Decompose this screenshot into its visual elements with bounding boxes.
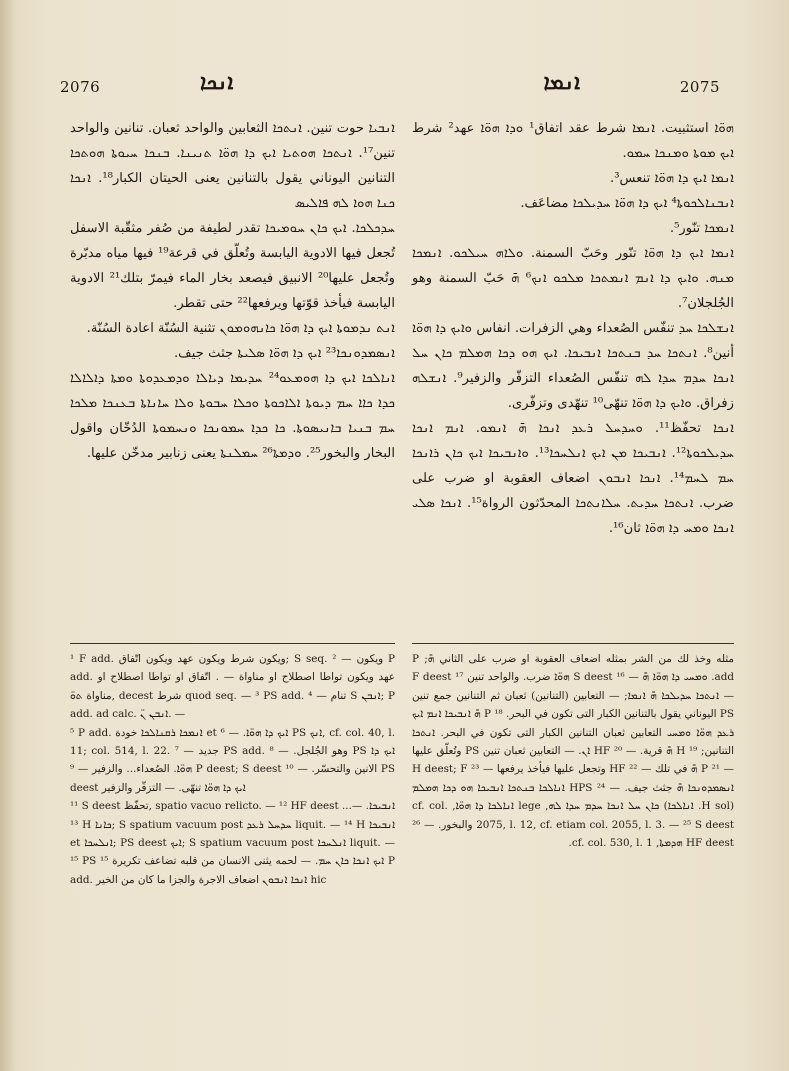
dictionary-entry: ܐܢܟܐ تحفّظ¹¹. ܘܚܕܚܠ ܪܥܕ ܐܢܟܐ ܗ̄ ܐܢܡܘ. ܐܢܡ ܐܢܟܐ ܚܕܝܠܟܘܬܐ¹². ܐܢܒܝܟܐ ܡܢ ܐܝܟ ܐܢܠܚܟܐ¹³. ܘܐܢܒܝܟܐ ܐܝܟ ܟܐܢ ܪܐܢܟܐ ܚܡ ܠܚܡ¹⁴. ܐܢܟܐ ܐܢܒܘܢ اضعاف العقوبة او ضرب على ضرب. ܐܢܬܟܐ ܚܕܝܬ. ܚܠܐܢܬܟܐ المحدّثون الرواة¹⁵. ܐܢܟܐ ܣܠܝ ܐܢܟܐ ܘܡܚ ܕܐ ܗܘ̈ܐ ثان¹⁶.: [412, 421, 735, 536]
dictionary-entry: ܐܢܡܐ ܐܝܟ ܕܐ ܗܘ̈ܐ تنعس³.: [609, 171, 734, 186]
footnote: ¹¹ S deest تحفّظ, spatio vacuo relicto. — ¹² HF deest ...ܐܢܒܝܟܐ. — ¹³ H ܟܐܢܐ; S spatium vacuum post ܚܕܚܠ ܪܥܕ liquit. — ¹⁴ H ܐܢܒܝܟܐ et ܐܢܠܚܟܐ; PS deest ܐܝܟ; S spatium vacuum post ܐܢܠܚܟܐ liquit. — ¹⁵ PS ܐܝܟ ܐܢܟܐ ܟܐܢ ܚܡ. — لحمه يثنى الانسان من قلبه تضاعف تكريرة ¹⁵ P add. ܐܢܟܐ ܐܢܒܘܢ اضعاف الاجرة والجزا ما كان من الخير hic: [70, 800, 396, 886]
left-footnotes: [70, 650, 395, 889]
dictionary-entry: ܐܢܒܝܐ حوت تنين. ܐܢܬܟܐ الثعابين والواحد ثعبان. تنانين والواحد تنين¹⁷. ܐܢܬܟܐ ܗܘܬܝܐ ܐܝܟ ܕܐ ܗܘ̈ܐ ܬܢܝܢܐ. ܒܢܟܐ ܚܝܘܬܐ ܗܘܬܟܐ التنانين اليوناني يقول بالتنانين يعنى الحيتان الكبار¹⁸. ܐܢܟܐ ܟܢܐ ܗܘܐ ܠܗ ܦܐܠܝܣ: [70, 121, 395, 211]
dictionary-entry: ܐܢܡܐ ܐܝܟ ܕܐ ܗܘ̈ܐ تنّور وحَبّ السمنة. ܘܠܐܗ ܚܝܠܟܘ. ܐܢܡܟܐ ܡܢܗ. ܘܐܝܟ ܕܐ ܐܢܡ ܐܢܡܬܟܐ ܡܠܟܘ ܐܢܟ⁶ ܗ̄ حَبّ السمنة وهو الجُلجلان⁷.: [412, 246, 735, 311]
footnote: مثله وخذ لك من الشر بمثله اضعاف العقوبة او ضرب على الثاني ܗ̄; P add. ܘܡܚܝ ܕܐ ܗܘ̈ܐ ܗ̄ — ¹⁶ S deest ܗܘ̈ܐ ضرب. والواحد تنين F deest ¹⁷ — ܐܢܬܟܐ ܚܕܝܠܟܐ ܗ̄ ܐܢܡܐ; — التعابين (التنانين) ثعبان ثم التنانين جمع تنين PS اليوناني يقول بالتنانين الكبار التى تكون في البحر. ¹⁸ P ܗ̄ ܐܢܒܝܟܐ ܐܢܡ ܐܝܟ ܪܥܕ ܗܘ̈ܐ ܘܡܚܝ التعابين ثعبان التنانين الكبار التى تكون في البحر. ܐܢܬܟܐ التنانين; ¹⁹ H ܗ̄ قرية. — ²⁰ HF ܐܢ. — التعابين ثعبان تنين PS وتُعلّق عليها — ²¹ P ܗ̄ في تلك — ²² HF وتجعل عليها فيأخذ يرفعها — ²³ H deest; F ܐܢܣܡܕܘܢܟܐ ܗ̄ جثث جيف. — ²⁴ HPS ܐܢܐܠܟܐ ܒܢܬܟܐ ܐܢܒܝܟܐ ܗܘ ܕܟܐ ܗܡܠܡ (H sol. ܐܢܐܠܟܐ) ܟܐܢ ܚܠ ܐܢܟܐ ܚܕܡ ܚܕܐ ܠܗ, lege ܐܢܐܠܟܐ ܕܐ ܗܘ̈ܐ, cf. col. 2075, l. 12, cf. etiam col. 2055, l. 3. — ²⁵ S deest والبخور. — ²⁶ HF deest ܗܕܡܬܐ, cf. col. 530, l. 1.: [412, 653, 735, 850]
dictionary-entry: ܐܢܐܠܟܐ ܐܝܟ ܕܐ ܗܘܡܥܘ²⁴ ܚܕܝܡܐ ܕܝܐܠܐ ܘܕܡܥܕܘܬܐ ܘܡܬܐ ܕܐܠܐܠܐ ܟܕܐ ܟܐܐ ܚܡ ܕܝܘܬܐ ܐܠܐܟܘܬܐ ܘܟܠܐ ܚܒܘܬܐ ܘܠܐ ܚܐܢܐܬܐ ܒܥܢܟܐ ܡܠܟܐ ܚܡ ܒܢܝܐ ܒܐܢܝܣܘܬܐ. ܟܐ ܟܕܐ ܚܡܘܢܟܐ ܘܢܚܡܘܬܐ الدُخّان واقول البخار والبخور²⁵. ܘܕܡܬܐ²⁶ ܚܡܠܢܬܐ يعنى زنابير مدخّن عليها.: [70, 371, 395, 461]
right-running-head: ܐܢܡܐ: [543, 70, 580, 94]
right-page-number: 2075: [679, 78, 720, 96]
left-text-column: [70, 116, 395, 466]
left-page-number: 2076: [60, 78, 101, 96]
dictionary-entry: ܐܢܬ ܢܕܡܘܬܐ ܐܝܟ ܕܐ ܗܘ̈ܐ ܟܐܢܗܘܡܘܢ تثنية السُنّة اعادة السُنّة.: [86, 321, 395, 336]
right-text-column: [412, 116, 734, 541]
left-footnote-divider: [70, 643, 395, 644]
dictionary-entry: ܗܘ̈ܐ استثبيت. ܐܢܡܐ شرط عقد اتفاق¹ ܘܕܐ ܗܘ̈ܐ عهد² شرط ܐܝܟ ܡܘܬܐ ܘܡܢܟܐ ܚܡܘ.: [412, 121, 734, 161]
dictionary-entry: ܐܢܫܠܟܐ ܚܕ تنفّس الصُعداء وهي الزفرات. انفاس ܘܐܝܟ ܕܐ ܗܘ̈ܐ أنين⁸. ܐܢܬܟܐ ܚܕ ܒܢܬܟܐ ܐܢܒܝܟܐ. ܐܝܟ ܗܘ ܕܟܐ ܗܡܠܡ ܟܐܢ ܚܠ ܐܢܟܐ ܚܕܡ ܚܕܐ ܠܗ تنفّس الصُعداء التزفّر والزفير⁹. ܐܢܫܠܗ زفراق. ܘܐܝܟ ܕܐ ܗܘ̈ܐ تنهّى¹⁰ تنهّدى وتزفّرى.: [412, 321, 734, 411]
dictionary-entry: ܐܢܣܡܕܘܢܟܐ²³ ܐܝܟ ܕܐ ܗܘ̈ܐ ܣܠܝܬܐ جثث جيف.: [173, 346, 395, 361]
page-header: [60, 70, 720, 110]
dictionary-entry: ܐܢܡܟܐ تنّور⁵.: [669, 221, 734, 236]
left-running-head: ܐܢܟܐ: [200, 70, 234, 94]
dictionary-entry: ܐܢܒܢܐܠܟܘܬܐ⁴ ܐܝܟ ܕܐ ܗܘ̈ܐ ܚܕܝܠܟܐ مضاعَف.: [520, 196, 734, 211]
right-footnotes: [412, 650, 734, 852]
right-footnote-divider: [412, 643, 734, 644]
binding-gutter-shadow: [0, 0, 16, 1071]
dictionary-entry: ܚܕܟܠܟܐ. ܐܝܟ ܟܐܢ ܚܘܡܝܟܐ تقدر لطيفة من صُفر مثقّبة الاسفل تُجعل فيها الادوية اليابسة وتُعلّق في قرعة¹⁹ فيها مياه مدبّرة وتُجعل عليها²⁰ الانبيق فيصعد بخار الماء فيمرّ بتلك²¹ الادوية اليابسة فيأخذ قوّتها ويرفعها²² حتى تقطر.: [70, 221, 396, 311]
footnote: ⁵ P add. ܐܢܡܟܐ ܪܩܢܐܠܟܐ خودة et ܐܝܟ ܕܐ ܗܘ̈ܐ. — ⁶ PS ܐܢܟ, cf. col. 40, l. 11; col. 514, l. 22. جديد — ⁷ PS add. وهو الجُلجل. — ⁸ PS ܐܝܟ ܕܐ ܗܘ̈ܐ. الصُعداء... والزفير — ⁹ P deest; S deest الانين والتحسّر. — ¹⁰ PS deest ܐܝܟ ܕܐ ܗܘ̈ܐ تنهّى. — التزفّر والزفير: [70, 726, 396, 794]
footnote: ¹ F add. ويكون شرط ويكون عهد ويكون اتّفاق; S seq. ويكون — ² P add. عهد ويكون تواطا اصطلاح او مناواة — . اتّفاق او تواطا اصطلاح او مناواة ܬܘ̈, decest شرط quod seq. — ³ PS add. تنام — ⁴ S ܐܢܒܢ; P add. ad calc. ܐܢܒܢ ܢ̈. —: [70, 653, 396, 721]
